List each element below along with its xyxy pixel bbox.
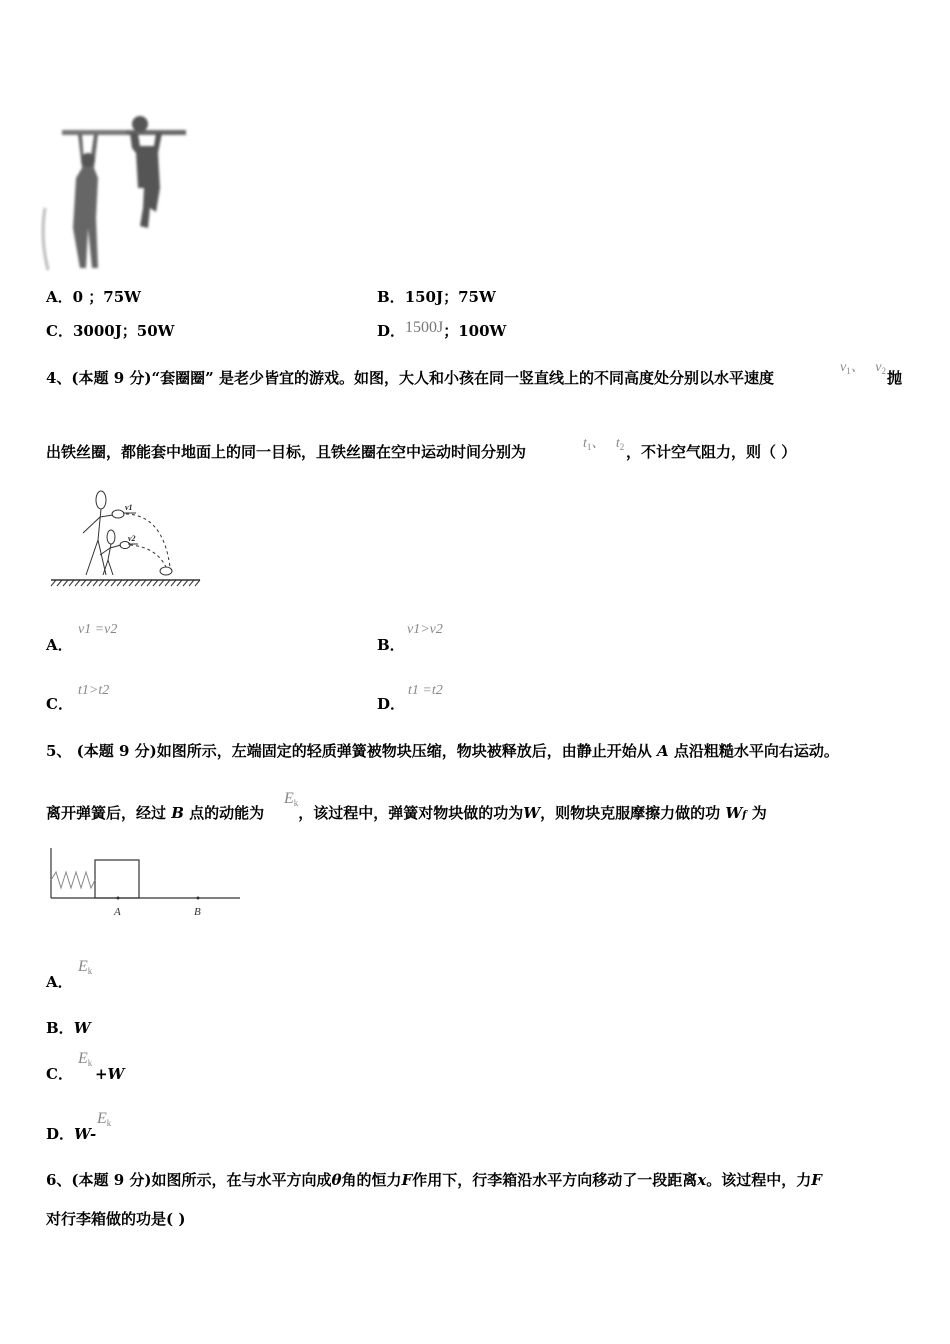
q3-option-b[interactable] — [377, 286, 496, 307]
option-letter: D． — [377, 322, 406, 340]
q4-line1 — [46, 367, 774, 388]
q5-option-d-ek: $E_k$ — [97, 1110, 112, 1128]
separator: 、 — [591, 436, 606, 451]
question-text: 离开弹簧后，经过 — [46, 804, 167, 822]
q3-option-a[interactable] — [46, 286, 141, 307]
option-text: 0 ；75W — [72, 288, 142, 306]
option-text: W- — [74, 1125, 97, 1143]
q4-option-b[interactable] — [377, 634, 405, 655]
distance-x: x — [697, 1171, 707, 1189]
q5-option-c-ek: $E_k$ — [78, 1050, 93, 1068]
option-letter: D． — [377, 695, 406, 713]
question-text: 如图所示，左端固定的轻质弹簧被物块压缩，物块被释放后，由静止开始从 — [156, 742, 652, 760]
q6-line1 — [46, 1169, 822, 1190]
question-text: ，则物块克服摩擦力做的功 — [540, 804, 721, 822]
q4-option-b-formula: v1>v2 — [407, 622, 443, 637]
q4-line2-end: ，不计空气阻力，则（ ） — [626, 443, 797, 461]
separator: 、 — [850, 360, 865, 375]
q5-line2 — [46, 802, 767, 823]
question-text: 为 — [751, 804, 767, 822]
q4-option-a[interactable] — [46, 634, 73, 655]
q4-option-c-formula: t1>t2 — [78, 683, 110, 698]
option-letter: B． — [46, 1019, 74, 1037]
q5-option-b[interactable] — [46, 1017, 91, 1038]
option-letter: C． — [46, 1065, 73, 1083]
question-text: 作用下，行李箱沿水平方向移动了一段距离 — [412, 1171, 698, 1189]
q5-option-d[interactable] — [46, 1123, 96, 1144]
option-letter: D． — [46, 1125, 75, 1143]
pull-up-figure — [40, 108, 200, 273]
q3-option-c[interactable] — [46, 320, 175, 341]
work-w: W — [523, 804, 541, 822]
q4-option-a-formula: v1 =v2 — [78, 622, 118, 637]
q4-option-d-formula: t1 =t2 — [408, 683, 443, 698]
q4-t1-t2-inline: $t_1$、 $t_2$ — [583, 436, 625, 452]
question-text: 点的动能为 — [189, 804, 265, 822]
q4-line2: 出铁丝圈，都能套中地面上的同一目标，且铁丝圈在空中运动时间分别为 — [46, 443, 527, 461]
question-text: “套圈圈” 是老少皆宜的游戏。如图，大人和小孩在同一竖直线上的不同高度处分别以水平速度 — [151, 369, 774, 387]
option-text: +W — [94, 1065, 125, 1083]
q3-option-d[interactable] — [377, 320, 506, 341]
question-number: 4、(本题 9 分) — [46, 369, 152, 387]
question-text: 。该过程中，力 — [706, 1171, 812, 1189]
question-text: ，该过程中，弹簧对物块做的功为 — [298, 804, 524, 822]
option-letter: B． — [377, 636, 405, 654]
option-value: 1500J — [405, 319, 444, 336]
ring-toss-figure — [48, 485, 203, 590]
question-text: 角的恒力 — [341, 1171, 402, 1189]
work-wf-sub: f — [742, 810, 747, 821]
option-letter: C． — [46, 695, 73, 713]
q5-option-a[interactable] — [46, 971, 73, 992]
option-text: 3000J；50W — [72, 322, 175, 340]
option-letter: A． — [46, 973, 73, 991]
question-text: 点沿粗糙水平向右运动。 — [673, 742, 839, 760]
option-text: ；100W — [443, 322, 507, 340]
option-letter: C． — [46, 322, 73, 340]
option-letter: B． — [377, 288, 405, 306]
label-b: B — [194, 906, 201, 918]
force-f: F — [811, 1171, 822, 1189]
q4-v1-v2-inline: $v_1$、 $v_2$ — [840, 360, 886, 376]
angle-theta: θ — [331, 1171, 342, 1189]
option-letter: A． — [46, 636, 73, 654]
option-text: W — [73, 1019, 91, 1037]
work-wf: W — [725, 804, 743, 822]
q4-option-d[interactable] — [377, 693, 405, 714]
v2-label: v2 — [128, 534, 136, 543]
v1-label: v1 — [125, 503, 133, 512]
q5-option-a-ek: $E_k$ — [78, 958, 93, 976]
spring-block-figure — [48, 845, 243, 920]
force-f: F — [401, 1171, 413, 1189]
q4-line1-end: 抛 — [887, 369, 903, 387]
question-text: 如图所示，在与水平方向成 — [151, 1171, 332, 1189]
point-b: B — [171, 804, 184, 822]
option-letter: A． — [46, 288, 73, 306]
q4-option-c[interactable] — [46, 693, 73, 714]
q5-line1 — [46, 740, 839, 761]
q5-ek-inline: $E_k$ — [284, 790, 299, 808]
point-a: A — [657, 742, 669, 760]
q6-line2: 对行李箱做的功是( ) — [46, 1210, 186, 1228]
option-text: 150J；75W — [404, 288, 496, 306]
label-a: A — [114, 906, 121, 918]
question-number: 5、 (本题 9 分) — [46, 742, 157, 760]
question-number: 6、(本题 9 分) — [46, 1171, 152, 1189]
